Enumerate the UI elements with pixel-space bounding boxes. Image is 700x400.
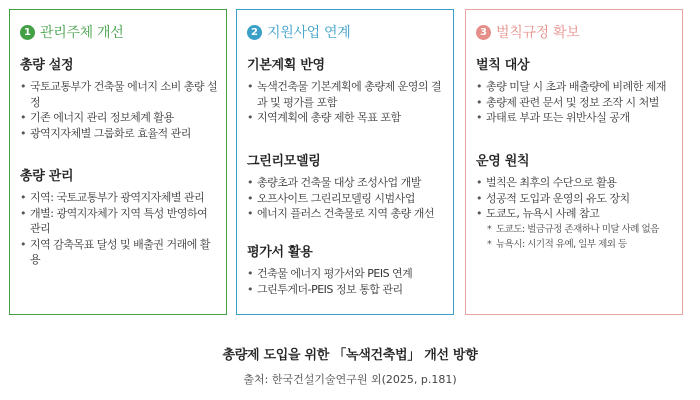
list-item: • 지역 감축목표 달성 및 배출권 거래에 활용 [20, 237, 218, 268]
list-item: • 그린투게더-PEIS 정보 통합 관리 [247, 282, 445, 298]
list-item: • 오프사이트 그린리모델링 시범사업 [247, 191, 445, 207]
panel-penalty-provisions [465, 9, 683, 315]
panel-number-badge: 1 [20, 25, 35, 40]
panel-support-linkage [236, 9, 454, 315]
section-operating-principles [476, 150, 674, 252]
list-item: • 기존 에너지 관리 정보체계 활용 [20, 110, 218, 126]
sub-list-item: * 뉴욕시: 시기적 유예, 일부 제외 등 [476, 237, 674, 252]
panel-title: 벌칙규정 확보 [496, 25, 580, 41]
sub-list-item: * 도쿄도: 벌금규정 존재하나 미달 사례 없음 [476, 222, 674, 237]
section-total-setting [20, 54, 218, 141]
list-item: • 과태료 부과 또는 위반사실 공개 [476, 110, 674, 126]
section-green-remodeling [247, 150, 445, 222]
list-item: • 건축물 에너지 평가서와 PEIS 연계 [247, 266, 445, 282]
list-item: • 총량 미달 시 초과 배출량에 비례한 제재 [476, 79, 674, 95]
list-item: • 도쿄도, 뉴욕시 사례 참고 [476, 206, 674, 222]
panel-header [476, 22, 682, 42]
section-evaluation-use [247, 241, 445, 297]
list-item: • 녹색건축물 기본계획에 총량제 운영의 결과 및 평가를 포함 [247, 79, 445, 110]
panel-title: 관리주체 개선 [40, 25, 124, 41]
panel-title: 지원사업 연계 [267, 25, 351, 41]
section-heading: 벌칙 대상 [476, 58, 530, 73]
section-total-management [20, 165, 218, 268]
list-item: • 국토교통부가 건축물 에너지 소비 총량 설정 [20, 79, 218, 110]
section-heading: 그린리모델링 [247, 154, 321, 169]
list-item: • 지역: 국토교통부가 광역지자체별 관리 [20, 190, 218, 206]
list-item: • 총량초과 건축물 대상 조성사업 개발 [247, 175, 445, 191]
list-item: • 총량제 관련 문서 및 정보 조작 시 처벌 [476, 95, 674, 111]
list-item: • 지역계획에 총량 제한 목표 포함 [247, 110, 445, 126]
section-heading: 총량 설정 [20, 58, 74, 73]
section-heading: 운영 원칙 [476, 154, 530, 169]
list-item: • 에너지 플러스 건축물로 지역 총량 개선 [247, 206, 445, 222]
section-heading: 총량 관리 [20, 169, 74, 184]
list-item: • 광역지자체별 그룹화로 효율적 관리 [20, 126, 218, 142]
figure-source: 출처: 한국건설기술연구원 외(2025, p.181) [243, 373, 457, 386]
section-heading: 평가서 활용 [247, 245, 313, 260]
section-basic-plan [247, 54, 445, 126]
list-item: • 성공적 도입과 운영의 유도 장치 [476, 191, 674, 207]
list-item: • 벌칙은 최후의 수단으로 활용 [476, 175, 674, 191]
panel-header [247, 22, 453, 42]
section-penalty-target [476, 54, 674, 126]
figure-caption: 총량제 도입을 위한 「녹색건축법」 개선 방향 [222, 348, 478, 363]
section-heading: 기본계획 반영 [247, 58, 325, 73]
panel-management-improvement [9, 9, 227, 315]
list-item: • 개별: 광역지자체가 지역 특성 반영하여 관리 [20, 206, 218, 237]
panel-number-badge: 3 [476, 25, 491, 40]
panel-header [20, 22, 226, 42]
panel-number-badge: 2 [247, 25, 262, 40]
